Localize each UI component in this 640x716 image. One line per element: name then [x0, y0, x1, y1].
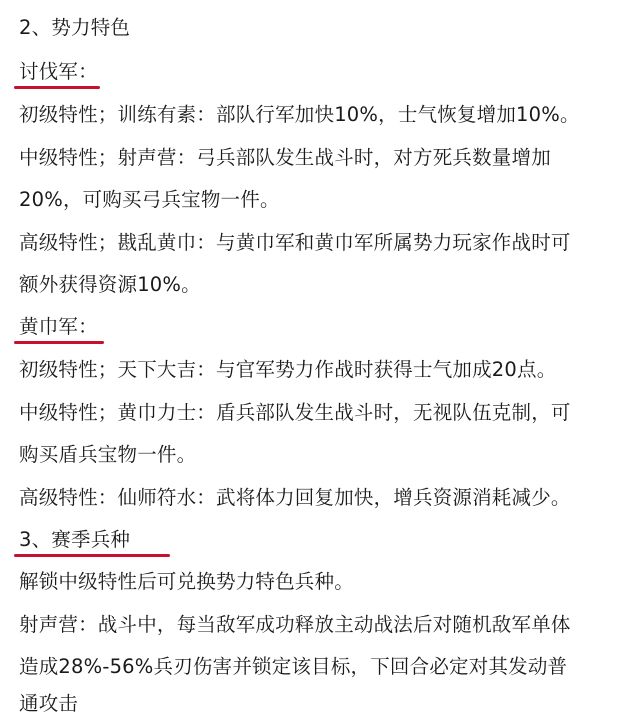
taofa-trait-high-line1: 高级特性；戡乱黄巾：与黄巾军和黄巾军所属势力玩家作战时可 [19, 231, 571, 254]
huangjin-trait-mid-line1: 中级特性；黄巾力士：盾兵部队发生战斗时，无视队伍克制，可 [19, 401, 571, 424]
section-3-title: 3、赛季兵种 [19, 528, 131, 551]
taofa-trait-mid-line1: 中级特性；射声营：弓兵部队发生战斗时，对方死兵数量增加 [19, 146, 551, 169]
taofa-trait-primary: 初级特性；训练有素：部队行军加快10%，士气恢复增加10%。 [19, 103, 580, 126]
huangjin-trait-mid-line2: 购买盾兵宝物一件。 [19, 443, 197, 466]
faction-huangjin-underline [14, 341, 104, 344]
shesheng-desc-line2: 造成28%-56%兵刃伤害并锁定该目标，下回合必定对其发动普 [19, 655, 568, 678]
faction-taofa-underline [14, 86, 100, 89]
shesheng-desc-line3: 通攻击 [19, 692, 79, 715]
huangjin-trait-high: 高级特性：仙师符水：武将体力回复加快，增兵资源消耗减少。 [19, 486, 571, 509]
faction-taofa-heading: 讨伐军： [19, 60, 98, 83]
section-3-underline [14, 554, 170, 557]
taofa-trait-high-line2: 额外获得资源10%。 [19, 273, 201, 296]
huangjin-trait-primary: 初级特性；天下大吉：与官军势力作战时获得士气加成20点。 [19, 358, 557, 381]
season-unit-unlock-text: 解锁中级特性后可兑换势力特色兵种。 [19, 570, 354, 593]
faction-huangjin-heading: 黄巾军： [19, 315, 98, 338]
shesheng-desc-line1: 射声营：战斗中，每当敌军成功释放主动战法后对随机敌军单体 [19, 613, 571, 636]
taofa-trait-mid-line2: 20%，可购买弓兵宝物一件。 [19, 188, 280, 211]
section-2-title: 2、势力特色 [19, 16, 131, 39]
